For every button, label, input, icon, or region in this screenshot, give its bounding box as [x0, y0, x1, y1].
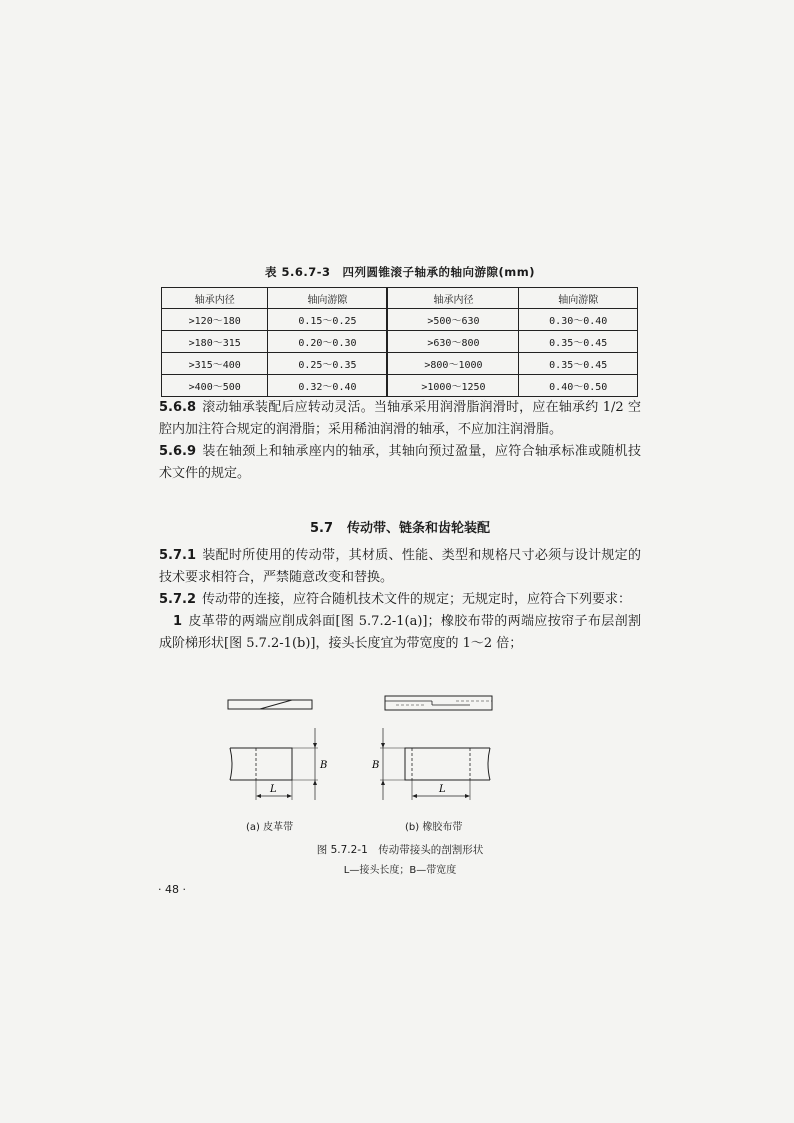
page-number: · 48 ·	[158, 883, 186, 896]
table-title: 表 5.6.7-3 四列圆锥滚子轴承的轴向游隙(mm)	[265, 265, 535, 279]
table-row	[162, 309, 638, 331]
clause-number: 5.7.2	[159, 592, 197, 607]
table-cell: >180～315	[162, 331, 268, 353]
rubber-belt-plan-view	[380, 728, 490, 800]
clause-number: 5.6.8	[159, 400, 197, 415]
table-cell: >400～500	[162, 375, 268, 397]
header-cell: 轴承内径	[162, 288, 268, 309]
table-row	[162, 375, 638, 397]
table-cell: >500～630	[387, 309, 519, 331]
dim-B-b: B	[372, 760, 380, 771]
dim-L-a: L	[270, 784, 277, 795]
axial-clearance-table	[161, 287, 638, 397]
clauses-upper	[159, 397, 641, 485]
clause-text: 滚动轴承装配后应转动灵活。当轴承采用润滑脂润滑时，应在轴承约 1/2 空腔内加注符合规定的润滑脂；采用稀油润滑的轴承，不应加注润滑脂。	[159, 400, 641, 437]
section-number: 5.7	[309, 521, 333, 536]
clause-text: 装在轴颈上和轴承座内的轴承，其轴向预过盈量，应符合轴承标准或随机技术文件的规定。	[159, 444, 641, 481]
table-cell: 0.35～0.45	[519, 353, 638, 375]
clauses-lower	[159, 545, 641, 655]
clause-text: 装配时所使用的传动带，其材质、性能、类型和规格尺寸必须与设计规定的技术要求相符合，严禁随意改变和替换。	[159, 548, 641, 585]
rubber-belt-side-view	[385, 696, 492, 710]
table-cell: >630～800	[387, 331, 519, 353]
clause-text: 传动带的连接，应符合随机技术文件的规定；无规定时，应符合下列要求：	[202, 592, 632, 607]
table-cell: >315～400	[162, 353, 268, 375]
clause-number: 5.7.1	[159, 548, 197, 563]
table-cell: >800～1000	[387, 353, 519, 375]
header-cell: 轴承内径	[387, 288, 519, 309]
table-row	[162, 331, 638, 353]
item-text: 皮革带的两端应削成斜面[图 5.7.2-1(a)]；橡胶布带的两端应按帘子布层剖割成阶梯形状[图 5.7.2-1(b)]，接头长度宜为带宽度的 1～2 倍；	[159, 614, 641, 651]
table-cell: 0.15～0.25	[268, 309, 388, 331]
table-row	[162, 353, 638, 375]
figure-legend: L—接头长度；B—带宽度	[343, 865, 457, 876]
table-cell: 0.30～0.40	[519, 309, 638, 331]
table-cell: 0.20～0.30	[268, 331, 388, 353]
table-cell: >1000～1250	[387, 375, 519, 397]
belt-joint-figure	[220, 692, 520, 810]
figure-caption: 图 5.7.2-1 传动带接头的剖割形状	[316, 844, 484, 856]
dim-B-a: B	[320, 760, 328, 771]
table-cell: >120～180	[162, 309, 268, 331]
table-header-row	[162, 288, 638, 309]
clause-5-7-2	[159, 589, 641, 611]
header-cell: 轴向游隙	[519, 288, 638, 309]
figure-label-a: (a) 皮革带	[246, 822, 294, 833]
dim-L-b: L	[439, 784, 446, 795]
clause-5-7-1	[159, 545, 641, 589]
table-cell: 0.25～0.35	[268, 353, 388, 375]
leather-belt-side-view	[228, 700, 312, 709]
clause-number: 5.6.9	[159, 444, 197, 459]
item-number: 1	[173, 614, 183, 629]
clause-5-6-9	[159, 441, 641, 485]
clause-5-6-8	[159, 397, 641, 441]
table-cell: 0.40～0.50	[519, 375, 638, 397]
section-title: 传动带、链条和齿轮装配	[347, 521, 491, 536]
header-cell: 轴向游隙	[268, 288, 388, 309]
clause-item-1	[159, 611, 641, 655]
section-heading	[159, 517, 641, 536]
table-cell: 0.32～0.40	[268, 375, 388, 397]
figure-label-b: (b) 橡胶布带	[405, 822, 463, 833]
table-cell: 0.35～0.45	[519, 331, 638, 353]
